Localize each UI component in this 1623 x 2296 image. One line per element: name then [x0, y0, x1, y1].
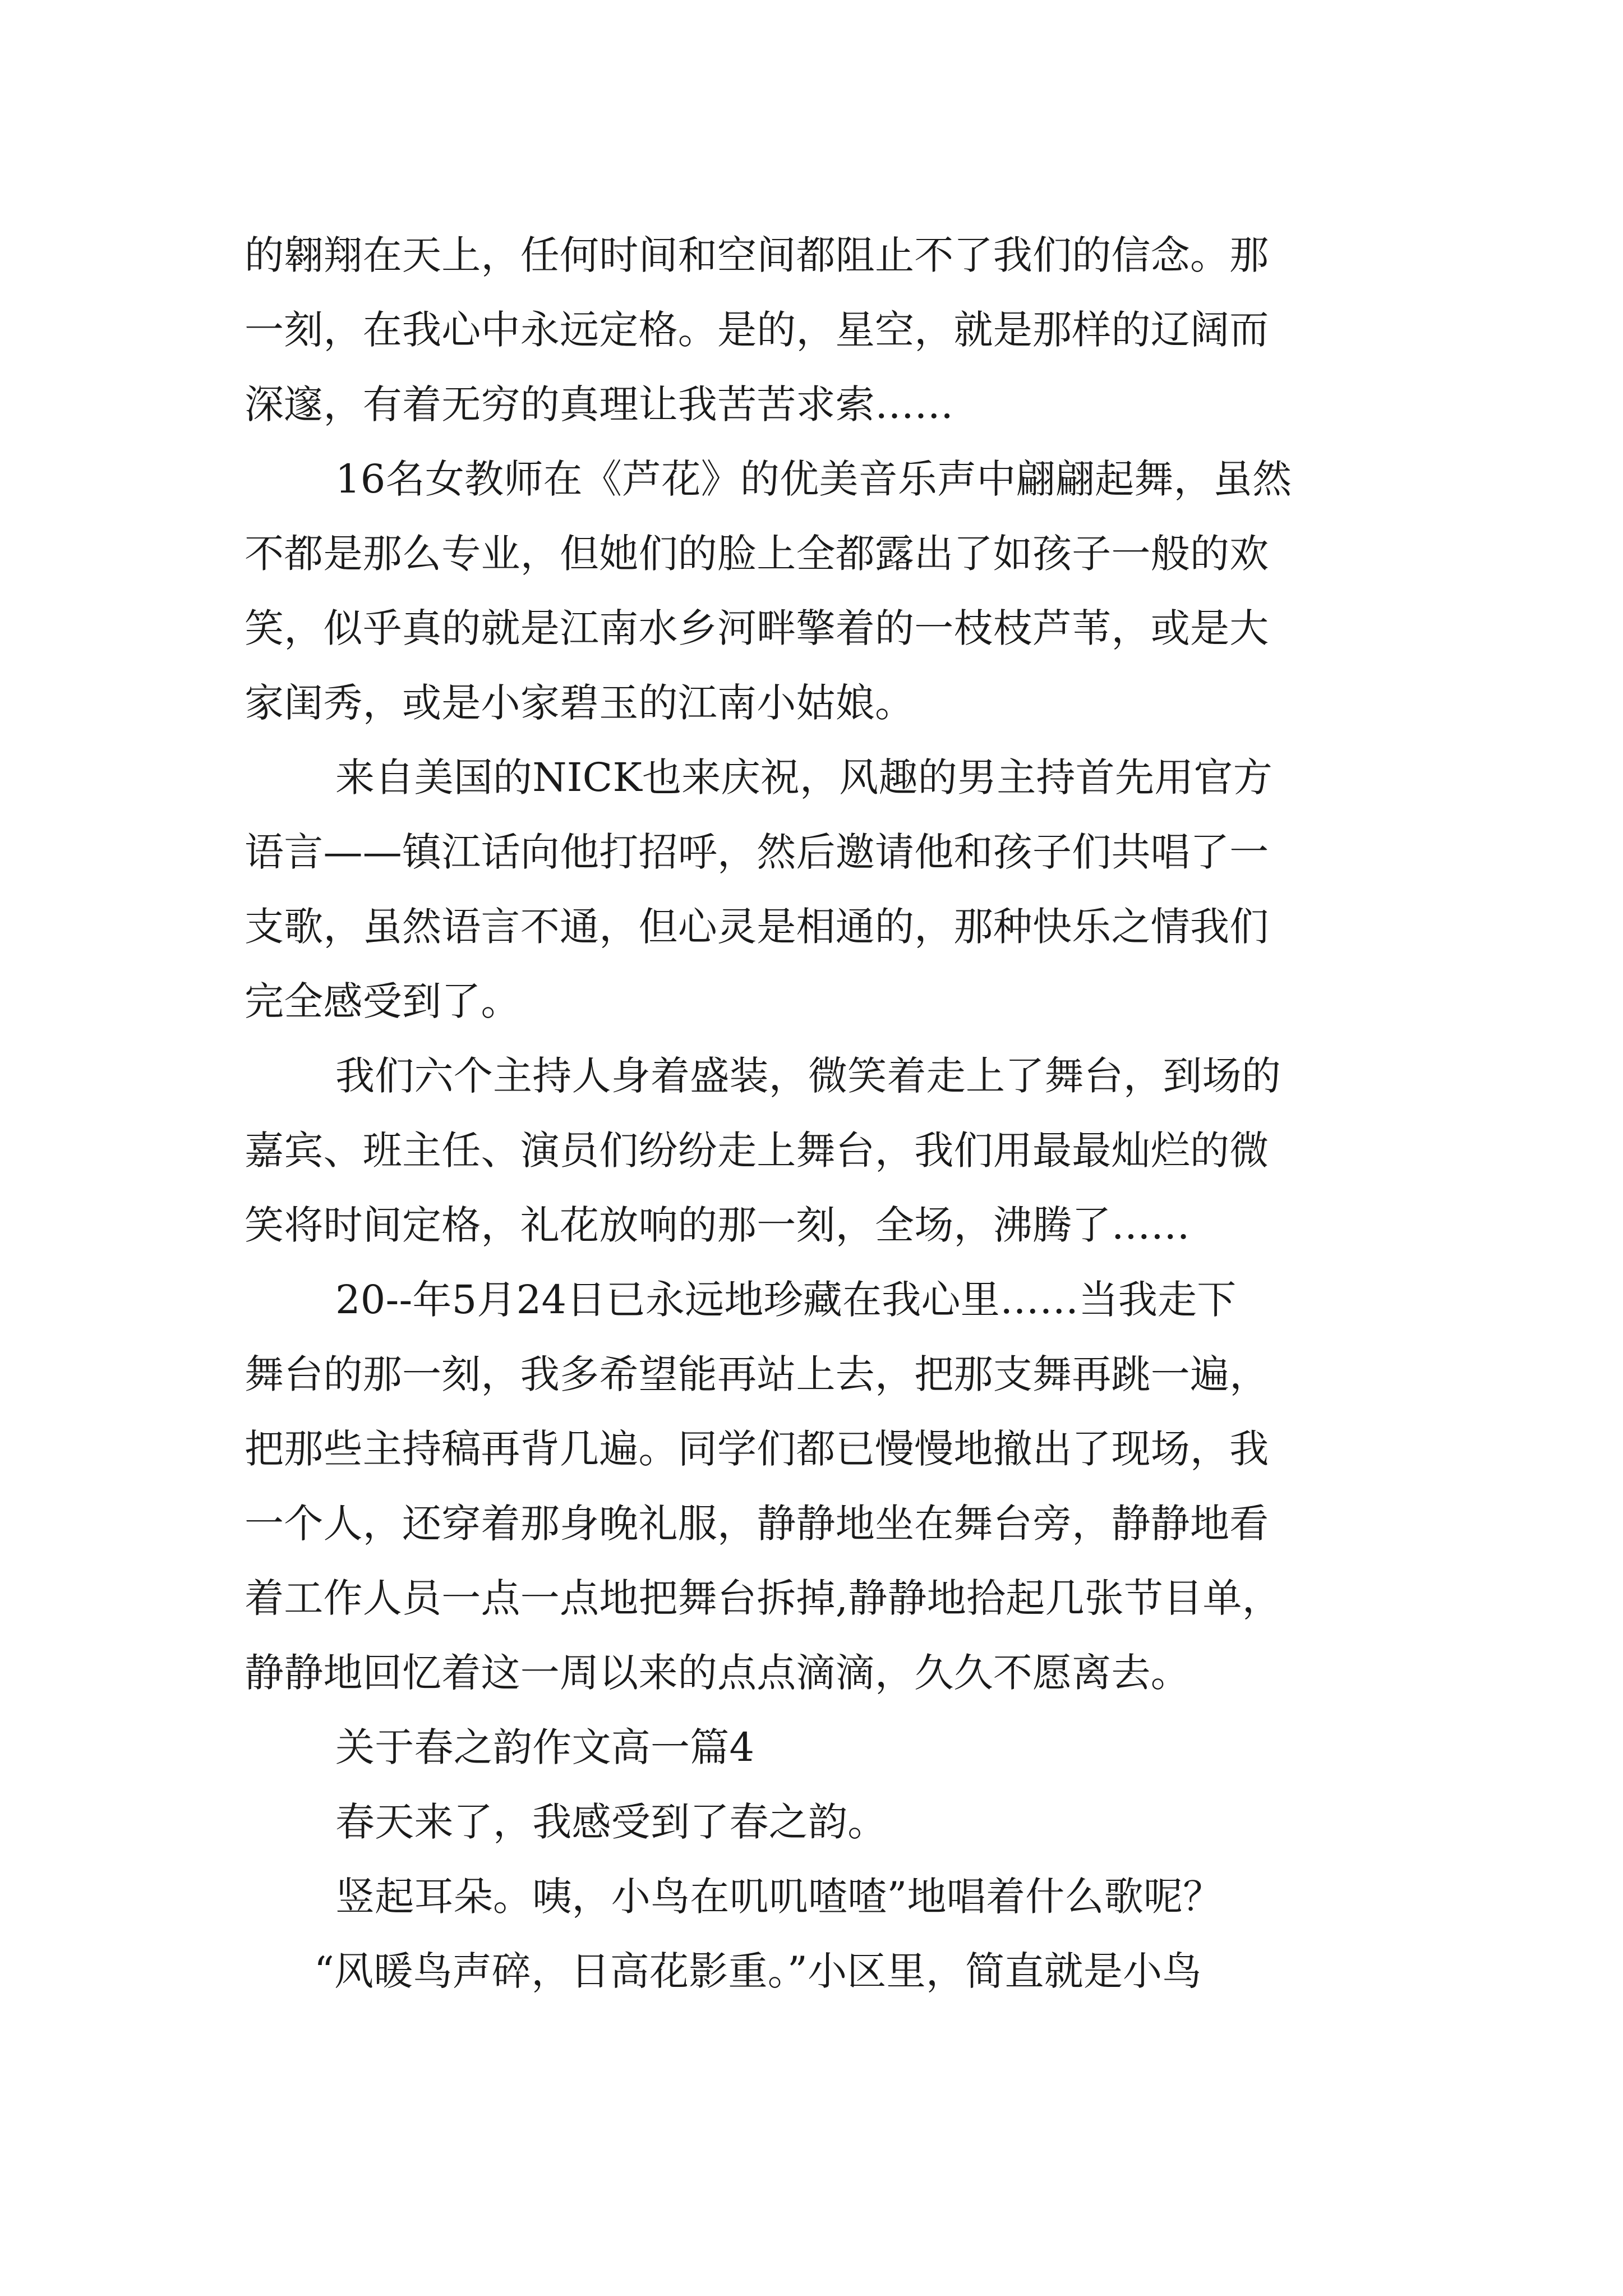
text-line: 的翱翔在天上，任何时间和空间都阻止不了我们的信念。那 [245, 232, 1269, 278]
text-line: 一个人，还穿着那身晚礼服，静静地坐在舞台旁，静静地看 [245, 1501, 1269, 1547]
text-line: 一刻，在我心中永远定格。是的，星空，就是那样的辽阔而 [245, 307, 1269, 353]
text-line: 着工作人员一点一点地把舞台拆掉,静静地拾起几张节目单， [245, 1575, 1281, 1621]
text-line: 嘉宾、班主任、演员们纷纷走上舞台，我们用最最灿烂的微 [245, 1128, 1269, 1174]
text-line: 深邃，有着无穷的真理让我苦苦求索…… [245, 381, 954, 427]
text-line: 16名女教师在《芦花》的优美音乐声中翩翩起舞，虽然 [335, 456, 1292, 502]
text-line: 支歌，虽然语言不通，但心灵是相通的，那种快乐之情我们 [245, 904, 1269, 950]
section-heading: 关于春之韵作文高一篇4 [335, 1724, 755, 1770]
text-line: 语言——镇江话向他打招呼，然后邀请他和孩子们共唱了一 [245, 829, 1269, 875]
text-line: 把那些主持稿再背几遍。同学们都已慢慢地撤出了现场，我 [245, 1426, 1269, 1472]
text-line: 家闺秀，或是小家碧玉的江南小姑娘。 [245, 680, 915, 726]
text-line: 笑将时间定格，礼花放响的那一刻，全场，沸腾了…… [245, 1202, 1190, 1248]
text-line: 完全感受到了。 [245, 978, 520, 1024]
text-line: “风暖鸟声碎，日高花影重。”小区里，简直就是小鸟 [314, 1948, 1202, 1994]
text-line: 我们六个主持人身着盛装，微笑着走上了舞台，到场的 [335, 1053, 1281, 1099]
text-line: 静静地回忆着这一周以来的点点滴滴，久久不愿离去。 [245, 1650, 1190, 1696]
text-line: 舞台的那一刻，我多希望能再站上去，把那支舞再跳一遍， [245, 1351, 1269, 1397]
text-line: 竖起耳朵。咦，小鸟在叽叽喳喳”地唱着什么歌呢？ [335, 1874, 1223, 1920]
text-line: 20--年5月24日已永远地珍藏在我心里……当我走下 [335, 1277, 1237, 1323]
text-line: 笑，似乎真的就是江南水乡河畔擎着的一枝枝芦苇，或是大 [245, 605, 1269, 651]
text-line: 春天来了，我感受到了春之韵。 [335, 1799, 887, 1845]
text-line: 不都是那么专业，但她们的脸上全都露出了如孩子一般的欢 [245, 531, 1269, 577]
text-line: 来自美国的NICK也来庆祝，风趣的男主持首先用官方 [335, 754, 1273, 800]
